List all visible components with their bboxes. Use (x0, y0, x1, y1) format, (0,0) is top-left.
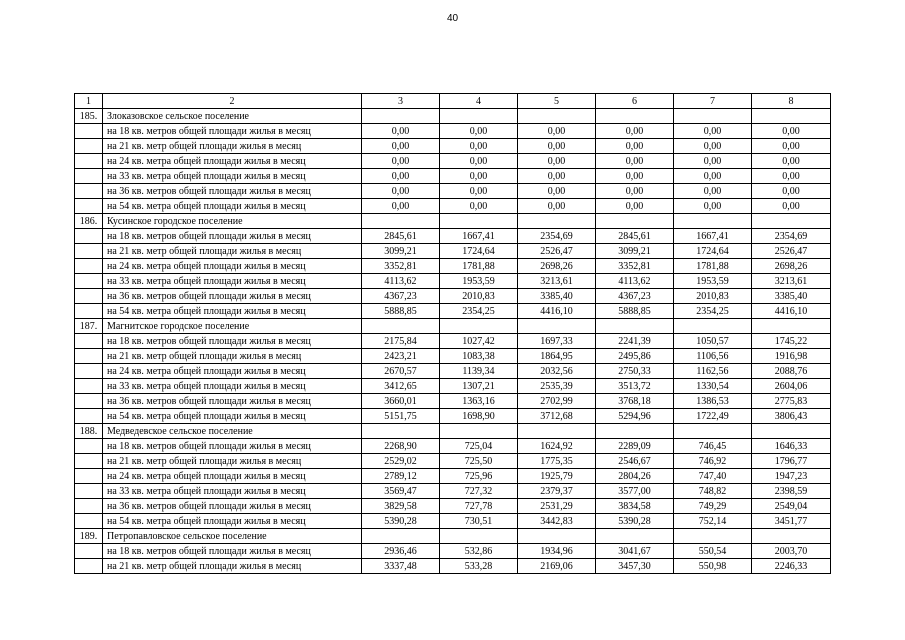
column-number-header: 3 (362, 94, 440, 109)
value-cell: 0,00 (596, 169, 674, 184)
value-cell: 0,00 (596, 154, 674, 169)
value-cell: 0,00 (674, 154, 752, 169)
row-label: на 18 кв. метров общей площади жилья в месяц (103, 334, 362, 349)
empty-cell (75, 349, 103, 364)
value-cell: 3213,61 (752, 274, 831, 289)
value-cell: 1307,21 (440, 379, 518, 394)
empty-cell (75, 514, 103, 529)
empty-cell (75, 544, 103, 559)
value-cell: 0,00 (362, 139, 440, 154)
value-cell: 0,00 (674, 184, 752, 199)
value-cell: 1050,57 (674, 334, 752, 349)
value-cell: 3834,58 (596, 499, 674, 514)
empty-cell (75, 409, 103, 424)
value-cell: 2604,06 (752, 379, 831, 394)
empty-cell (596, 424, 674, 439)
value-cell: 1745,22 (752, 334, 831, 349)
value-cell: 2032,56 (518, 364, 596, 379)
value-cell: 2423,21 (362, 349, 440, 364)
value-cell: 0,00 (596, 124, 674, 139)
value-cell: 3451,77 (752, 514, 831, 529)
value-cell: 749,29 (674, 499, 752, 514)
table-row (75, 334, 831, 349)
row-label: на 21 кв. метр общей площади жилья в месяц (103, 244, 362, 259)
table-row (75, 544, 831, 559)
value-cell: 3337,48 (362, 559, 440, 574)
table-row (75, 274, 831, 289)
settlement-name: Медведевское сельское поселение (103, 424, 362, 439)
value-cell: 1106,56 (674, 349, 752, 364)
empty-cell (75, 394, 103, 409)
table-body (75, 94, 831, 574)
table-row (75, 349, 831, 364)
empty-cell (674, 214, 752, 229)
value-cell: 4113,62 (596, 274, 674, 289)
value-cell: 0,00 (362, 199, 440, 214)
row-label: на 33 кв. метра общей площади жилья в месяц (103, 484, 362, 499)
value-cell: 550,54 (674, 544, 752, 559)
header-row (75, 94, 831, 109)
value-cell: 2845,61 (596, 229, 674, 244)
value-cell: 1722,49 (674, 409, 752, 424)
empty-cell (596, 214, 674, 229)
empty-cell (440, 529, 518, 544)
value-cell: 1027,42 (440, 334, 518, 349)
row-label: на 18 кв. метров общей площади жилья в месяц (103, 229, 362, 244)
value-cell: 2495,86 (596, 349, 674, 364)
settlement-number: 185. (75, 109, 103, 124)
value-cell: 746,92 (674, 454, 752, 469)
empty-cell (75, 229, 103, 244)
settlement-number: 186. (75, 214, 103, 229)
value-cell: 3385,40 (752, 289, 831, 304)
value-cell: 2241,39 (596, 334, 674, 349)
value-cell: 1724,64 (440, 244, 518, 259)
empty-cell (440, 214, 518, 229)
empty-cell (75, 469, 103, 484)
settlement-name: Злоказовское сельское поселение (103, 109, 362, 124)
empty-cell (518, 319, 596, 334)
table-row (75, 229, 831, 244)
value-cell: 1947,23 (752, 469, 831, 484)
value-cell: 5151,75 (362, 409, 440, 424)
empty-cell (674, 424, 752, 439)
value-cell: 3041,67 (596, 544, 674, 559)
empty-cell (75, 304, 103, 319)
table-row (75, 304, 831, 319)
value-cell: 4416,10 (518, 304, 596, 319)
row-label: на 54 кв. метра общей площади жилья в месяц (103, 199, 362, 214)
table-row (75, 169, 831, 184)
value-cell: 2246,33 (752, 559, 831, 574)
settlement-number: 187. (75, 319, 103, 334)
value-cell: 2936,46 (362, 544, 440, 559)
row-label: на 36 кв. метров общей площади жилья в месяц (103, 394, 362, 409)
value-cell: 3099,21 (362, 244, 440, 259)
column-number-header: 7 (674, 94, 752, 109)
value-cell: 2354,25 (440, 304, 518, 319)
column-number-header: 2 (103, 94, 362, 109)
value-cell: 1781,88 (674, 259, 752, 274)
value-cell: 3442,83 (518, 514, 596, 529)
empty-cell (75, 259, 103, 274)
value-cell: 1330,54 (674, 379, 752, 394)
value-cell: 3352,81 (362, 259, 440, 274)
row-label: на 33 кв. метра общей площади жилья в месяц (103, 379, 362, 394)
value-cell: 748,82 (674, 484, 752, 499)
value-cell: 3829,58 (362, 499, 440, 514)
value-cell: 0,00 (752, 154, 831, 169)
empty-cell (440, 109, 518, 124)
value-cell: 1083,38 (440, 349, 518, 364)
column-number-header: 4 (440, 94, 518, 109)
settlement-number: 188. (75, 424, 103, 439)
value-cell: 2789,12 (362, 469, 440, 484)
empty-cell (75, 559, 103, 574)
empty-cell (75, 454, 103, 469)
value-cell: 0,00 (518, 139, 596, 154)
empty-cell (75, 154, 103, 169)
row-label: на 24 кв. метра общей площади жилья в месяц (103, 364, 362, 379)
empty-cell (75, 484, 103, 499)
settlement-row (75, 109, 831, 124)
value-cell: 0,00 (440, 154, 518, 169)
value-cell: 0,00 (674, 139, 752, 154)
value-cell: 0,00 (440, 169, 518, 184)
value-cell: 0,00 (518, 184, 596, 199)
value-cell: 3412,65 (362, 379, 440, 394)
empty-cell (518, 529, 596, 544)
value-cell: 2354,25 (674, 304, 752, 319)
empty-cell (362, 214, 440, 229)
value-cell: 3712,68 (518, 409, 596, 424)
row-label: на 54 кв. метра общей площади жилья в месяц (103, 304, 362, 319)
table-row (75, 289, 831, 304)
row-label: на 54 кв. метра общей площади жилья в месяц (103, 409, 362, 424)
table-row (75, 394, 831, 409)
value-cell: 2003,70 (752, 544, 831, 559)
value-cell: 752,14 (674, 514, 752, 529)
table-row (75, 124, 831, 139)
empty-cell (752, 319, 831, 334)
value-cell: 550,98 (674, 559, 752, 574)
empty-cell (674, 109, 752, 124)
value-cell: 1646,33 (752, 439, 831, 454)
value-cell: 2354,69 (518, 229, 596, 244)
value-cell: 2529,02 (362, 454, 440, 469)
value-cell: 2175,84 (362, 334, 440, 349)
value-cell: 4367,23 (362, 289, 440, 304)
value-cell: 0,00 (518, 154, 596, 169)
value-cell: 0,00 (518, 169, 596, 184)
table-row (75, 409, 831, 424)
value-cell: 4113,62 (362, 274, 440, 289)
value-cell: 3768,18 (596, 394, 674, 409)
settlement-name: Петропавловское сельское поселение (103, 529, 362, 544)
column-number-header: 6 (596, 94, 674, 109)
value-cell: 2398,59 (752, 484, 831, 499)
empty-cell (75, 139, 103, 154)
settlement-number: 189. (75, 529, 103, 544)
empty-cell (75, 289, 103, 304)
row-label: на 21 кв. метр общей площади жилья в месяц (103, 559, 362, 574)
value-cell: 0,00 (362, 184, 440, 199)
settlement-row (75, 424, 831, 439)
value-cell: 5390,28 (362, 514, 440, 529)
tariff-table (74, 93, 831, 574)
value-cell: 2702,99 (518, 394, 596, 409)
row-label: на 18 кв. метров общей площади жилья в месяц (103, 124, 362, 139)
value-cell: 2531,29 (518, 499, 596, 514)
value-cell: 1953,59 (440, 274, 518, 289)
value-cell: 533,28 (440, 559, 518, 574)
row-label: на 54 кв. метра общей площади жилья в месяц (103, 514, 362, 529)
value-cell: 2698,26 (752, 259, 831, 274)
row-label: на 24 кв. метра общей площади жилья в месяц (103, 469, 362, 484)
value-cell: 2546,67 (596, 454, 674, 469)
value-cell: 725,50 (440, 454, 518, 469)
value-cell: 0,00 (674, 124, 752, 139)
value-cell: 1775,35 (518, 454, 596, 469)
empty-cell (75, 199, 103, 214)
table-row (75, 244, 831, 259)
value-cell: 0,00 (440, 124, 518, 139)
row-label: на 21 кв. метр общей площади жилья в месяц (103, 454, 362, 469)
column-number-header: 5 (518, 94, 596, 109)
value-cell: 0,00 (518, 124, 596, 139)
row-label: на 24 кв. метра общей площади жилья в месяц (103, 154, 362, 169)
value-cell: 1864,95 (518, 349, 596, 364)
empty-cell (518, 424, 596, 439)
row-label: на 24 кв. метра общей площади жилья в месяц (103, 259, 362, 274)
row-label: на 18 кв. метров общей площади жилья в месяц (103, 439, 362, 454)
value-cell: 2289,09 (596, 439, 674, 454)
value-cell: 3660,01 (362, 394, 440, 409)
empty-cell (596, 109, 674, 124)
value-cell: 1139,34 (440, 364, 518, 379)
empty-cell (75, 274, 103, 289)
value-cell: 2670,57 (362, 364, 440, 379)
value-cell: 0,00 (674, 169, 752, 184)
value-cell: 4416,10 (752, 304, 831, 319)
value-cell: 0,00 (752, 199, 831, 214)
value-cell: 0,00 (596, 199, 674, 214)
value-cell: 2549,04 (752, 499, 831, 514)
empty-cell (75, 364, 103, 379)
value-cell: 730,51 (440, 514, 518, 529)
value-cell: 727,78 (440, 499, 518, 514)
empty-cell (752, 214, 831, 229)
column-number-header: 8 (752, 94, 831, 109)
settlement-row (75, 214, 831, 229)
value-cell: 4367,23 (596, 289, 674, 304)
value-cell: 3213,61 (518, 274, 596, 289)
value-cell: 2750,33 (596, 364, 674, 379)
value-cell: 3569,47 (362, 484, 440, 499)
table-row (75, 484, 831, 499)
empty-cell (674, 319, 752, 334)
value-cell: 3806,43 (752, 409, 831, 424)
value-cell: 3513,72 (596, 379, 674, 394)
value-cell: 5294,96 (596, 409, 674, 424)
value-cell: 1934,96 (518, 544, 596, 559)
value-cell: 3385,40 (518, 289, 596, 304)
empty-cell (362, 424, 440, 439)
empty-cell (752, 424, 831, 439)
value-cell: 0,00 (440, 139, 518, 154)
empty-cell (440, 424, 518, 439)
value-cell: 1724,64 (674, 244, 752, 259)
value-cell: 0,00 (362, 154, 440, 169)
value-cell: 725,96 (440, 469, 518, 484)
value-cell: 2354,69 (752, 229, 831, 244)
page-number: 40 (446, 13, 459, 24)
empty-cell (596, 319, 674, 334)
value-cell: 2526,47 (752, 244, 831, 259)
value-cell: 2698,26 (518, 259, 596, 274)
value-cell: 3099,21 (596, 244, 674, 259)
value-cell: 725,04 (440, 439, 518, 454)
value-cell: 0,00 (752, 169, 831, 184)
value-cell: 3457,30 (596, 559, 674, 574)
value-cell: 1363,16 (440, 394, 518, 409)
value-cell: 0,00 (518, 199, 596, 214)
value-cell: 1916,98 (752, 349, 831, 364)
table-row (75, 454, 831, 469)
value-cell: 0,00 (752, 184, 831, 199)
row-label: на 36 кв. метров общей площади жилья в месяц (103, 499, 362, 514)
value-cell: 1953,59 (674, 274, 752, 289)
value-cell: 5390,28 (596, 514, 674, 529)
value-cell: 2526,47 (518, 244, 596, 259)
value-cell: 2088,76 (752, 364, 831, 379)
table-row (75, 364, 831, 379)
table-row (75, 259, 831, 274)
value-cell: 1667,41 (674, 229, 752, 244)
value-cell: 0,00 (752, 124, 831, 139)
table-row (75, 184, 831, 199)
empty-cell (518, 214, 596, 229)
value-cell: 1667,41 (440, 229, 518, 244)
value-cell: 1697,33 (518, 334, 596, 349)
value-cell: 0,00 (674, 199, 752, 214)
value-cell: 1925,79 (518, 469, 596, 484)
value-cell: 1386,53 (674, 394, 752, 409)
value-cell: 1624,92 (518, 439, 596, 454)
table-row (75, 154, 831, 169)
value-cell: 746,45 (674, 439, 752, 454)
settlement-row (75, 319, 831, 334)
value-cell: 2169,06 (518, 559, 596, 574)
value-cell: 0,00 (440, 199, 518, 214)
value-cell: 1698,90 (440, 409, 518, 424)
row-label: на 36 кв. метров общей площади жилья в месяц (103, 289, 362, 304)
value-cell: 5888,85 (362, 304, 440, 319)
table-row (75, 499, 831, 514)
empty-cell (752, 529, 831, 544)
value-cell: 0,00 (362, 124, 440, 139)
row-label: на 33 кв. метра общей площади жилья в месяц (103, 274, 362, 289)
table-row (75, 379, 831, 394)
empty-cell (75, 124, 103, 139)
empty-cell (75, 499, 103, 514)
value-cell: 1162,56 (674, 364, 752, 379)
value-cell: 3577,00 (596, 484, 674, 499)
value-cell: 5888,85 (596, 304, 674, 319)
value-cell: 2010,83 (440, 289, 518, 304)
value-cell: 0,00 (596, 139, 674, 154)
empty-cell (440, 319, 518, 334)
row-label: на 21 кв. метр общей площади жилья в месяц (103, 139, 362, 154)
value-cell: 3352,81 (596, 259, 674, 274)
value-cell: 0,00 (440, 184, 518, 199)
settlement-name: Магнитское городское поселение (103, 319, 362, 334)
table-row (75, 199, 831, 214)
column-number-header: 1 (75, 94, 103, 109)
table-row (75, 469, 831, 484)
settlement-name: Кусинское городское поселение (103, 214, 362, 229)
row-label: на 36 кв. метров общей площади жилья в месяц (103, 184, 362, 199)
row-label: на 33 кв. метра общей площади жилья в месяц (103, 169, 362, 184)
empty-cell (596, 529, 674, 544)
value-cell: 2268,90 (362, 439, 440, 454)
value-cell: 1796,77 (752, 454, 831, 469)
empty-cell (75, 184, 103, 199)
table-row (75, 439, 831, 454)
empty-cell (75, 439, 103, 454)
value-cell: 2379,37 (518, 484, 596, 499)
empty-cell (75, 379, 103, 394)
empty-cell (75, 169, 103, 184)
table-row (75, 559, 831, 574)
value-cell: 2845,61 (362, 229, 440, 244)
empty-cell (75, 244, 103, 259)
row-label: на 21 кв. метр общей площади жилья в месяц (103, 349, 362, 364)
empty-cell (674, 529, 752, 544)
table-row (75, 139, 831, 154)
value-cell: 2804,26 (596, 469, 674, 484)
value-cell: 532,86 (440, 544, 518, 559)
empty-cell (362, 109, 440, 124)
empty-cell (752, 109, 831, 124)
value-cell: 0,00 (752, 139, 831, 154)
row-label: на 18 кв. метров общей площади жилья в месяц (103, 544, 362, 559)
table-row (75, 514, 831, 529)
value-cell: 1781,88 (440, 259, 518, 274)
settlement-row (75, 529, 831, 544)
value-cell: 0,00 (596, 184, 674, 199)
empty-cell (75, 334, 103, 349)
value-cell: 2775,83 (752, 394, 831, 409)
value-cell: 0,00 (362, 169, 440, 184)
value-cell: 2010,83 (674, 289, 752, 304)
value-cell: 747,40 (674, 469, 752, 484)
empty-cell (362, 319, 440, 334)
empty-cell (518, 109, 596, 124)
value-cell: 727,32 (440, 484, 518, 499)
value-cell: 2535,39 (518, 379, 596, 394)
empty-cell (362, 529, 440, 544)
